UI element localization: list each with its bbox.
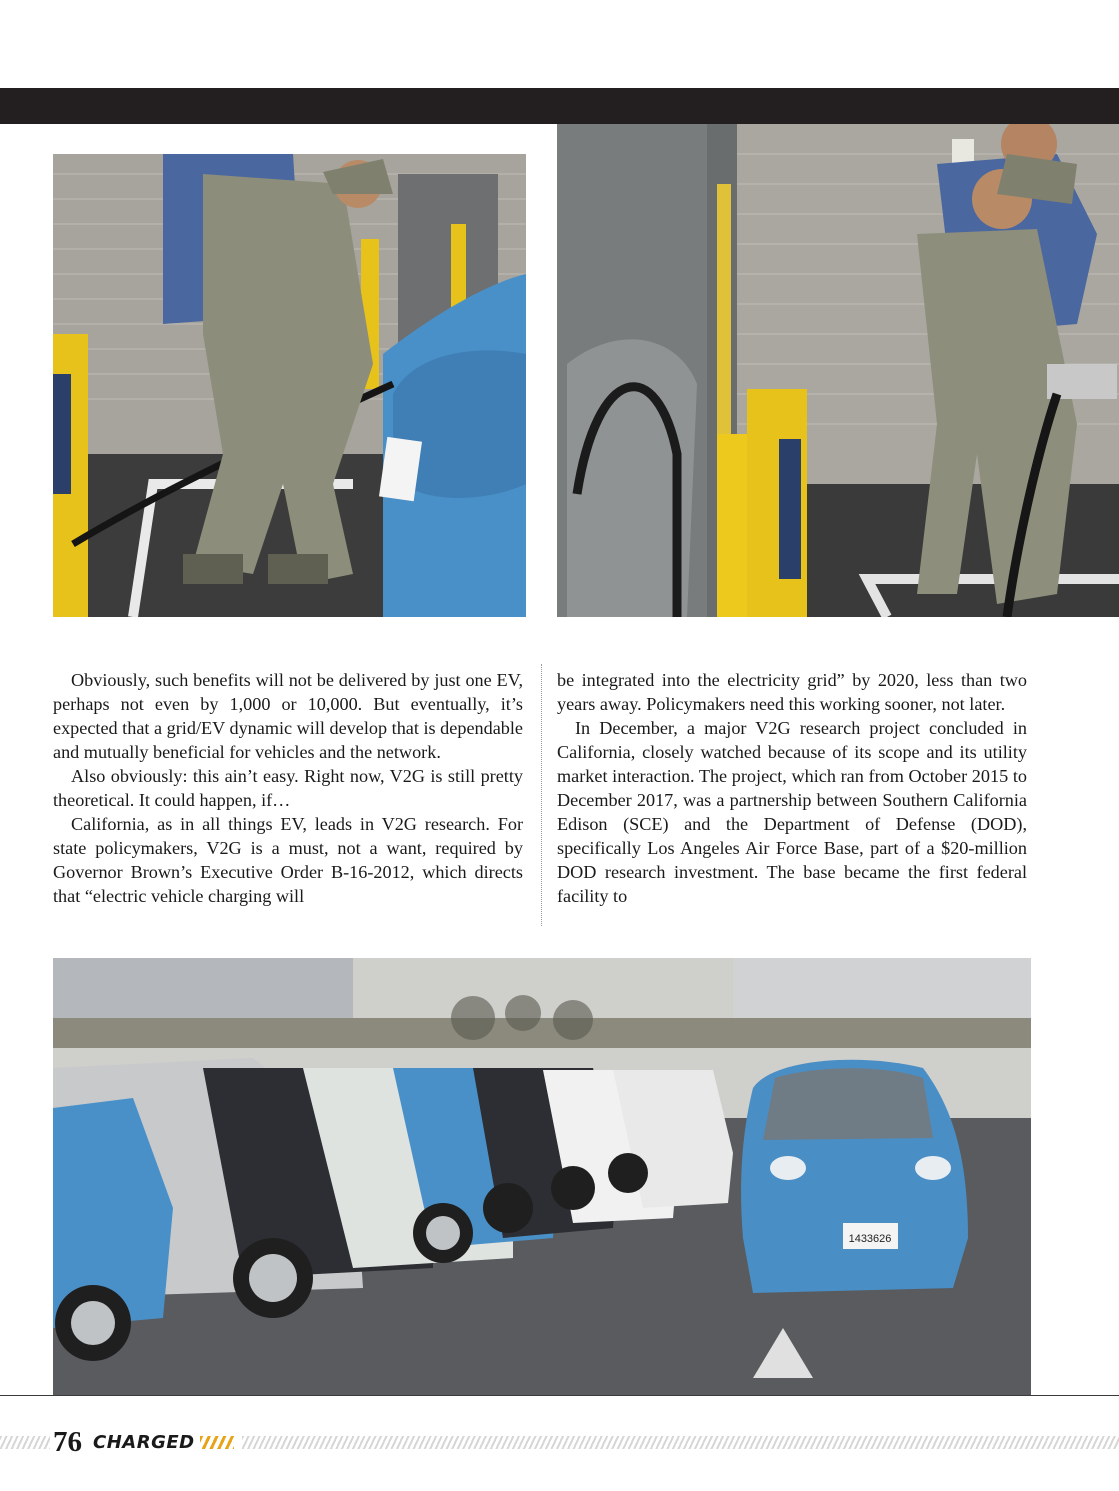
bottom-photo-license-plate: 1433626 (848, 1233, 892, 1245)
article-paragraph: Obviously, such benefits will not be delivered by just one EV, perhaps not even by 1,000 or 10,000. But eventually, it’s expected that a grid/EV dynamic will develop that is dependable and mutually beneficial for vehicles and the network. (53, 670, 523, 762)
article-paragraph: California, as in all things EV, leads in V2G research. For state policymakers, V2G is a must, not a want, required by Governor Brown’s Executive Order B-16-2012, which directs that “electric vehicle charging will (53, 814, 523, 906)
header-bar (0, 88, 1119, 124)
article-column-right (557, 668, 1027, 908)
hatch-stripes-icon (242, 1436, 1119, 1449)
photo-airman-charging-car (53, 154, 526, 617)
article-paragraph-continued: be integrated into the electricity grid” by 2020, less than two years away. Policymakers need this working sooner, not later. (557, 670, 1027, 714)
article-paragraph: Also obviously: this ain’t easy. Right now, V2G is still pretty theoretical. It could happen, if… (53, 766, 523, 810)
photo-ev-fleet-parking-lot (53, 958, 1031, 1395)
footer-rule (0, 1395, 1119, 1396)
hatch-stripes-icon (0, 1436, 50, 1449)
page-number: 76 (53, 1426, 82, 1458)
magazine-name: CHARGED (93, 1432, 195, 1453)
column-divider (541, 664, 542, 926)
photo-airman-holding-connector (557, 124, 1119, 617)
accent-stripes-icon (200, 1436, 234, 1449)
article-paragraph: In December, a major V2G research project concluded in California, closely watched because of its scope and its utility market interaction. The project, which ran from October 2015 to December 2017, was a partnership between Southern California Edison (SCE) and the Department of Defense (DOD), specifically Los Angeles Air Force Base, part of a $20-million DOD research investment. The base became the first federal facility to (557, 718, 1027, 906)
page-footer (0, 1425, 1119, 1459)
article-column-left (53, 668, 523, 908)
